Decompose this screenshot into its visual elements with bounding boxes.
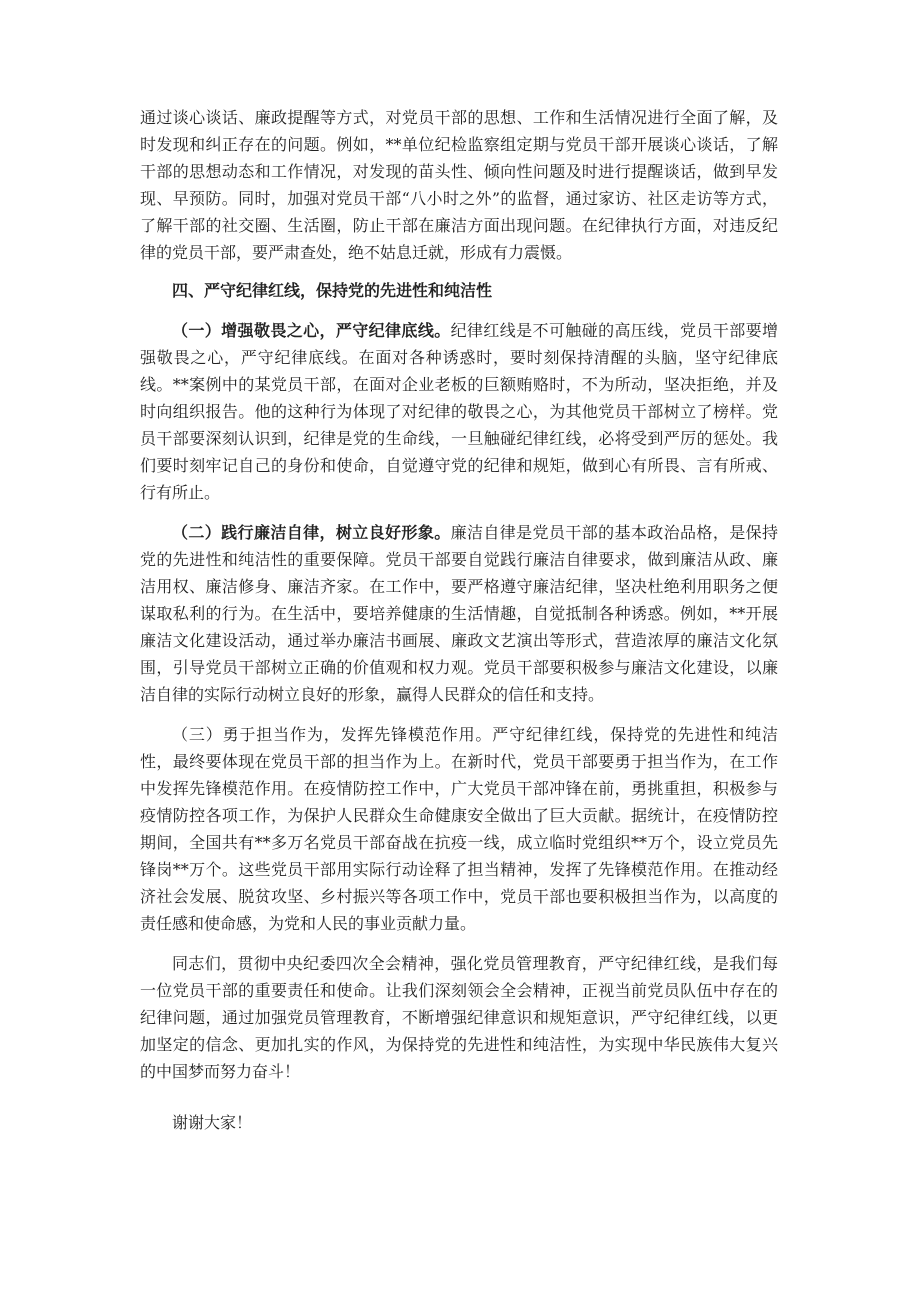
point-two-paragraph bbox=[140, 519, 778, 708]
point-one-body: 纪律红线是不可触碰的高压线，党员干部要增强敬畏之心，严守纪律底线。在面对各种诱惑时，要时刻保持清醒的头脑，坚守纪律底线。**案例中的某党员干部，在面对企业老板的巨额贿赂时，不为所动，坚决拒绝，并及时向组织报告。他的这种行为体现了对纪律的敬畏之心，为其他党员干部树立了榜样。党员干部要深刻认识到，纪律是党的生命线，一旦触碰纪律红线，必将受到严厉的惩处。我们要时刻牢记自己的身份和使命，自觉遵守党的纪律和规矩，做到心有所畏、言有所戒、行有所止。 bbox=[140, 321, 778, 502]
conclusion-paragraph: 同志们，贯彻中央纪委四次全会精神，强化党员管理教育，严守纪律红线，是我们每一位党员干部的重要责任和使命。让我们深刻领会全会精神，正视当前党员队伍中存在的纪律问题，通过加强党员管理教育，不断增强纪律意识和规矩意识，严守纪律红线，以更加坚定的信念、更加扎实的作风，为保持党的先进性和纯洁性，为实现中华民族伟大复兴的中国梦而努力奋斗！ bbox=[140, 954, 778, 1081]
point-one-lead: （一）增强敬畏之心，严守纪律底线。 bbox=[172, 321, 451, 340]
document-page bbox=[140, 104, 778, 1136]
point-one-paragraph bbox=[140, 317, 778, 506]
point-two-lead: （二）践行廉洁自律，树立良好形象。 bbox=[172, 523, 451, 542]
point-two-body: 廉洁自律是党员干部的基本政治品格，是保持党的先进性和纯洁性的重要保障。党员干部要自觉践行廉洁自律要求，做到廉洁从政、廉洁用权、廉洁修身、廉洁齐家。在工作中，要严格遵守廉洁纪律，坚决杜绝利用职务之便谋取私利的行为。在生活中，要培养健康的生活情趣，自觉抵制各种诱惑。例如，**开展廉洁文化建设活动，通过举办廉洁书画展、廉政文艺演出等形式，营造浓厚的廉洁文化氛围，引导党员干部树立正确的价值观和权力观。党员干部要积极参与廉洁文化建设，以廉洁自律的实际行动树立良好的形象，赢得人民群众的信任和支持。 bbox=[140, 523, 778, 704]
section-heading: 四、严守纪律红线，保持党的先进性和纯洁性 bbox=[172, 281, 493, 300]
point-three-paragraph: （三）勇于担当作为，发挥先锋模范作用。严守纪律红线，保持党的先进性和纯洁性，最终要体现在党员干部的担当作为上。在新时代，党员干部要勇于担当作为，在工作中发挥先锋模范作用。在疫情防控工作中，广大党员干部冲锋在前，勇挑重担，积极参与疫情防控各项工作，为保护人民群众生命健康安全做出了巨大贡献。据统计，在疫情防控期间，全国共有**多万名党员干部奋战在抗疫一线，成立临时党组织**万个，设立党员先锋岗**万个。这些党员干部用实际行动诠释了担当精神，发挥了先锋模范作用。在推动经济社会发展、脱贫攻坚、乡村振兴等各项工作中，党员干部也要积极担当作为，以高度的责任感和使命感，为党和人民的事业贡献力量。 bbox=[140, 725, 778, 933]
intro-paragraph: 通过谈心谈话、廉政提醒等方式，对党员干部的思想、工作和生活情况进行全面了解，及时发现和纠正存在的问题。例如，**单位纪检监察组定期与党员干部开展谈心谈话，了解干部的思想动态和工作情况，对发现的苗头性、倾向性问题及时进行提醒谈话，做到早发现、早预防。同时，加强对党员干部“八小时之外”的监督，通过家访、社区走访等方式，了解干部的社交圈、生活圈，防止干部在廉洁方面出现问题。在纪律执行方面，对违反纪律的党员干部，要严肃查处，绝不姑息迁就，形成有力震慑。 bbox=[140, 108, 778, 262]
closing-line: 谢谢大家！ bbox=[172, 1113, 253, 1132]
